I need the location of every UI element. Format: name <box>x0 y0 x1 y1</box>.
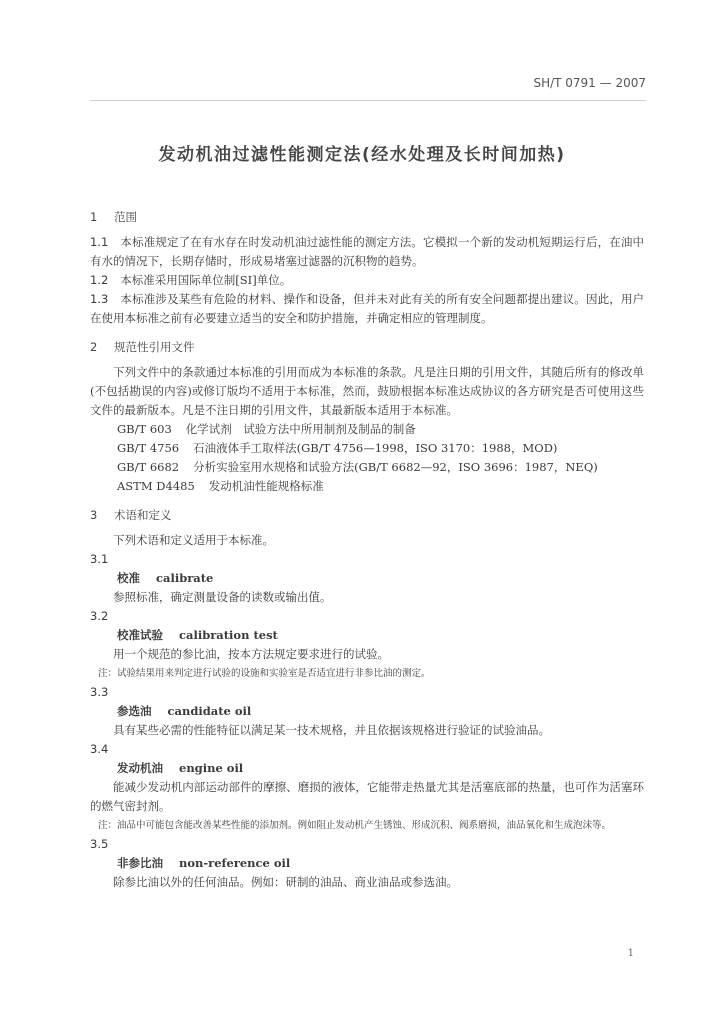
term-definition: 参照标准，确定测量设备的读数或输出值。 <box>113 590 332 604</box>
page-number: 1 <box>627 948 634 959</box>
terms-intro: 下列术语和定义适用于本标准。 <box>113 533 274 547</box>
term-name <box>90 626 644 645</box>
section-heading-scope <box>90 208 644 227</box>
clause-number: 1.3 <box>90 292 109 306</box>
term-en: engine oil <box>179 761 244 775</box>
section-heading-terms <box>90 506 644 525</box>
term-name <box>90 854 644 873</box>
term-definition: 用一个规范的参比油，按本方法规定要求进行的试验。 <box>113 647 389 661</box>
reference-item <box>90 439 644 458</box>
section-number: 2 <box>90 340 98 354</box>
reference-code: GB/T 6682 <box>117 460 180 474</box>
reference-item <box>90 420 644 439</box>
reference-item <box>90 458 644 477</box>
term-note: 注：油品中可能包含能改善某些性能的添加剂。例如阻止发动机产生锈蚀、形成沉积、阀系磨损，油品氧化和生成泡沫等。 <box>98 820 612 831</box>
header-rule <box>90 100 646 101</box>
term-zh: 校准试验 <box>117 628 163 642</box>
term-number: 3.1 <box>90 552 109 566</box>
term-name <box>90 569 644 588</box>
standard-code: SH/T 0791 — 2007 <box>533 76 646 90</box>
section-title: 术语和定义 <box>114 508 172 522</box>
term-definition: 能减少发动机内部运动部件的摩擦、磨损的液体，它能带走热量尤其是活塞底部的热量，也可作为活塞环的燃气密封剂。 <box>90 780 644 813</box>
term-zh: 发动机油 <box>117 761 163 775</box>
reference-code: GB/T 4756 <box>117 441 180 455</box>
term-zh: 参选油 <box>117 704 152 718</box>
section-number: 1 <box>90 210 98 224</box>
term-zh: 校准 <box>117 571 140 585</box>
term-definition: 除参比油以外的任何油品。例如：研制的油品、商业油品或参选油。 <box>113 875 458 889</box>
clause-text: 本标准涉及某些有危险的材料、操作和设备，但并未对此有关的所有安全问题都提出建议。因此，用户在使用本标准之前有必要建立适当的安全和防护措施，并确定相应的管理制度。 <box>90 292 644 325</box>
section-heading-normative-references <box>90 338 644 357</box>
reference-title: 化学试剂 试验方法中所用制剂及制品的制备 <box>185 422 416 436</box>
term-number: 3.2 <box>90 609 109 623</box>
term-name <box>90 759 644 778</box>
reference-title: 分析实验室用水规格和试验方法(GB/T 6682—92，ISO 3696：1987，NEQ) <box>193 460 598 474</box>
section-title: 规范性引用文件 <box>114 340 195 354</box>
references-intro: 下列文件中的条款通过本标准的引用而成为本标准的条款。凡是注日期的引用文件，其随后所有的修改单(不包括勘误的内容)或修订版均不适用于本标准，然而，鼓励根据本标准达成协议的各方研究是否可使用这些文件的最新版本。凡是不注日期的引用文件，其最新版本适用于本标准。 <box>90 365 644 417</box>
reference-code: ASTM D4485 <box>117 479 195 493</box>
reference-title: 石油液体手工取样法(GB/T 4756—1998，ISO 3170：1988，MOD) <box>193 441 558 455</box>
term-name <box>90 702 644 721</box>
clause <box>90 233 644 271</box>
term-number: 3.3 <box>90 685 109 699</box>
document-body <box>90 208 644 892</box>
clause-text: 本标准采用国际单位制[SI]单位。 <box>120 273 292 287</box>
term-number: 3.4 <box>90 742 109 756</box>
clause-number: 1.2 <box>90 273 109 287</box>
term-note: 注：试验结果用来判定进行试验的设施和实验室是否适宜进行非参比油的测定。 <box>98 668 431 679</box>
reference-code: GB/T 603 <box>117 422 172 436</box>
clause-text: 本标准规定了在有水存在时发动机油过滤性能的测定方法。它模拟一个新的发动机短期运行后，在油中有水的情况下，长期存储时，形成易堵塞过滤器的沉积物的趋势。 <box>90 235 644 268</box>
term-number: 3.5 <box>90 837 109 851</box>
term-zh: 非参比油 <box>117 856 163 870</box>
reference-title: 发动机油性能规格标准 <box>208 479 324 493</box>
clause <box>90 271 644 290</box>
document-title: 发动机油过滤性能测定法(经水处理及长时间加热) <box>158 145 566 165</box>
clause <box>90 290 644 328</box>
reference-item <box>90 477 644 496</box>
term-definition: 具有某些必需的性能特征以满足某一技术规格，并且依据该规格进行验证的试验油品。 <box>113 723 550 737</box>
section-title: 范围 <box>114 210 137 224</box>
term-en: calibrate <box>156 571 214 585</box>
clause-number: 1.1 <box>90 235 109 249</box>
section-number: 3 <box>90 508 98 522</box>
term-en: candidate oil <box>167 704 252 718</box>
term-en: calibration test <box>179 628 278 642</box>
term-en: non-reference oil <box>179 856 291 870</box>
